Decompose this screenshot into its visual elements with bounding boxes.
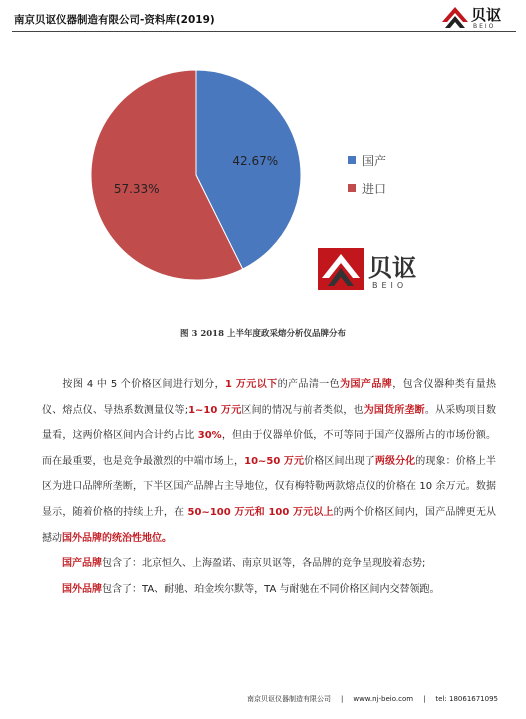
highlight-under-10k: 1 万元以下	[225, 379, 278, 390]
footer-website: www.nj-beio.com	[353, 695, 414, 703]
logo-mark-icon	[441, 4, 469, 32]
text-run: ，但由于仪器单价低，不可等同于国产仪器所占的市场份额。而在最重要，也是竞争最激烈的中端市场上，	[42, 430, 497, 467]
text-run: 的产品清一色	[277, 379, 341, 390]
article-body	[42, 372, 496, 602]
highlight-domestic-monopoly: 为国货所垄断	[363, 404, 425, 416]
watermark-mark-icon	[318, 248, 364, 290]
text-run: ，包含仪器种类有量热仪、熔点仪、导热系数测量仪等;	[42, 379, 496, 416]
header-divider	[12, 31, 516, 32]
text-run: 按图 4 中 5 个价格区间进行划分，	[62, 379, 226, 390]
highlight-1-10w: 1~10 万元	[188, 404, 242, 416]
footer-company: 南京贝讴仪器制造有限公司	[247, 695, 331, 703]
text-run: 包含了：北京恒久、上海盈诺、南京贝讴等，各品牌的竞争呈现胶着态势;	[102, 558, 426, 570]
watermark-logo	[318, 244, 438, 294]
pie-chart-figure	[86, 48, 438, 308]
paragraph-foreign-brands	[42, 577, 496, 603]
legend-label-domestic: 国产	[362, 154, 387, 168]
highlight-high-price: 50~100 万元和 100 万元以上	[187, 506, 334, 518]
text-run: 区间的情况与前者类似，也	[241, 404, 364, 416]
text-run: 的两个价格区间内，国产品牌更无从撼动	[42, 506, 496, 544]
text-run: 价格区间出现了	[304, 455, 375, 467]
figure-caption: 图 3 2018 上半年度政采熔分析仪品牌分布	[180, 329, 346, 339]
highlight-foreign-dominance: 国外品牌的统治性地位。	[62, 532, 172, 544]
highlight-domestic: 为国产品牌	[340, 379, 393, 390]
page-header	[0, 0, 526, 40]
footer-phone: tel: 18061671095	[435, 695, 498, 703]
legend-label-import: 进口	[362, 182, 387, 196]
paragraph-price-analysis	[42, 372, 496, 551]
highlight-domestic-brands: 国产品牌	[62, 558, 102, 570]
watermark-text-cn: 贝讴	[368, 254, 416, 282]
paragraph-domestic-brands	[42, 551, 496, 577]
highlight-10-50w: 10~50 万元	[244, 455, 305, 467]
highlight-30-percent: 30%	[197, 430, 222, 442]
slice-label-domestic: 42.67%	[232, 154, 279, 169]
highlight-polarization: 两级分化	[374, 455, 416, 467]
footer-separator: |	[423, 695, 426, 703]
legend-swatch-domestic	[348, 156, 356, 164]
highlight-foreign-brands: 国外品牌	[62, 583, 102, 595]
header-title: 南京贝讴仪器制造有限公司-资料库(2019)	[14, 14, 215, 26]
logo-text-cn: 贝讴	[471, 6, 502, 24]
slice-label-import: 57.33%	[113, 181, 160, 196]
text-run: 。从采购项目数量看，这两价格区间内合计约占比	[42, 404, 497, 442]
logo-text-en: BEIO	[473, 23, 496, 30]
text-run: 包含了：TA、耐驰、珀金埃尔默等，TA 与耐驰在不同价格区间内交替领跑。	[102, 583, 440, 595]
legend-swatch-import	[348, 184, 356, 192]
text-run: 的现象：价格上半区为进口品牌所垄断，下半区国产品牌占主导地位，仅有梅特勒两款熔点仪的价格在 10 余万元。数据显示，随着价格的持续上升，在	[42, 455, 497, 518]
footer-separator: |	[341, 695, 344, 703]
brand-logo	[441, 4, 515, 32]
watermark-text-en: BEIO	[372, 281, 408, 290]
